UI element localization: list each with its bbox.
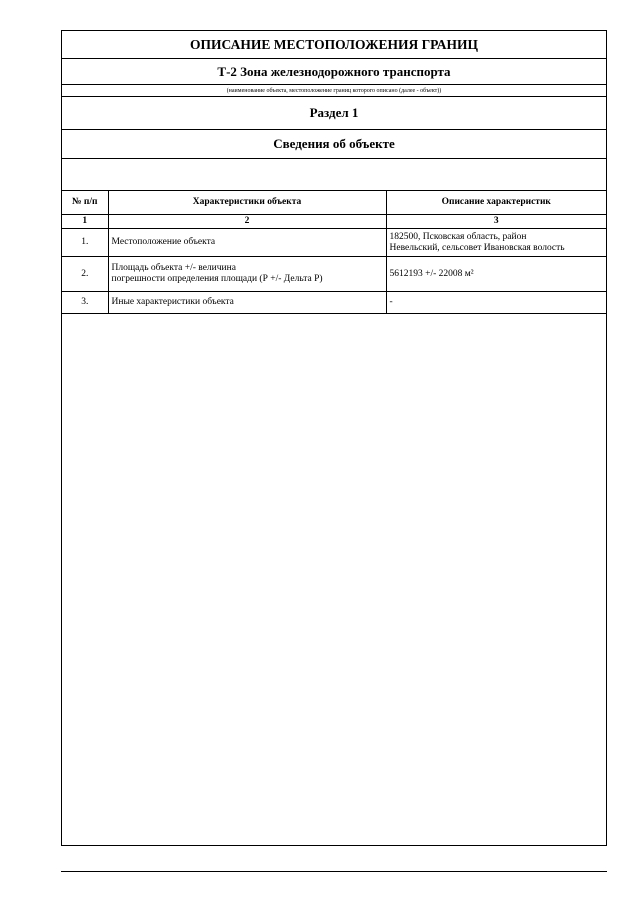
numbering-cell: 3 (386, 215, 606, 229)
footer-divider (61, 871, 607, 872)
characteristic-line: погрешности определения площади (Р +/- Дельта Р) (111, 274, 323, 284)
numbering-cell: 2 (108, 215, 386, 229)
document-frame (61, 30, 607, 846)
row-characteristic (108, 257, 386, 292)
row-description (386, 229, 606, 257)
row-description: 5612193 +/- 22008 м² (386, 257, 606, 292)
row-characteristic: Местоположение объекта (108, 229, 386, 257)
object-caption: (наименование объекта, местоположение границ которого описано (далее - объект)) (62, 85, 606, 97)
row-number: 1. (62, 229, 108, 257)
section-label: Раздел 1 (62, 97, 606, 130)
table-numbering-row (62, 215, 606, 229)
table-row (62, 292, 606, 314)
description-line: 182500, Псковская область, район (389, 231, 527, 242)
row-characteristic: Иные характеристики объекта (108, 292, 386, 314)
header-num: № п/п (62, 191, 108, 215)
numbering-cell: 1 (62, 215, 108, 229)
row-number: 2. (62, 257, 108, 292)
header-description: Описание характеристик (386, 191, 606, 215)
row-description: - (386, 292, 606, 314)
description-line: Невельский, сельсовет Ивановская волость (389, 242, 565, 253)
header-characteristic: Характеристики объекта (108, 191, 386, 215)
row-number: 3. (62, 292, 108, 314)
zone-name: Т-2 Зона железнодорожного транспорта (62, 59, 606, 85)
table-row (62, 229, 606, 257)
section-title: Сведения об объекте (62, 130, 606, 159)
object-info-table (62, 190, 606, 314)
characteristic-line: Площадь объекта +/- величина (111, 263, 236, 273)
document-title: ОПИСАНИЕ МЕСТОПОЛОЖЕНИЯ ГРАНИЦ (62, 31, 606, 59)
table-row (62, 257, 606, 292)
table-header-row (62, 191, 606, 215)
